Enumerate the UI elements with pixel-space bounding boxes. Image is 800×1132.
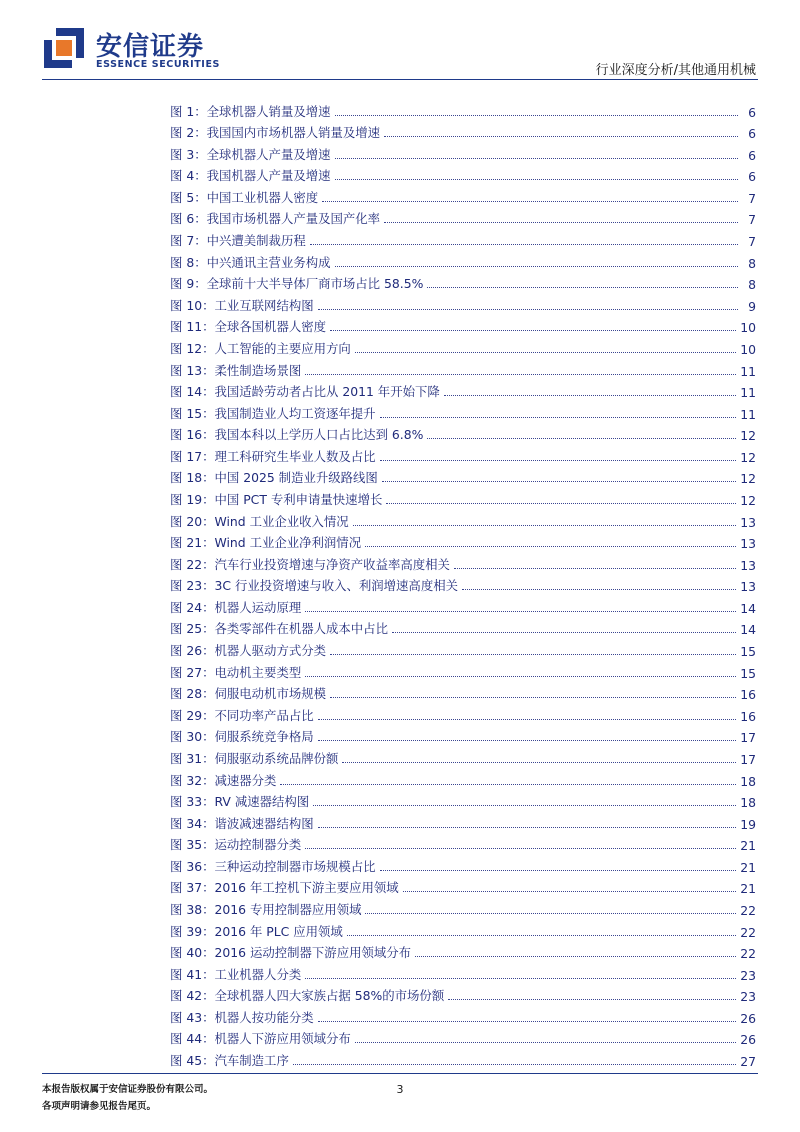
toc-leader-dots [384,136,738,137]
toc-entry-label: 图 43：机器人按功能分类 [170,1009,314,1025]
toc-leader-dots [392,632,736,633]
toc-entry-page: 6 [748,104,756,120]
toc-entry-label: 图 31：伺服驱动系统品牌份额 [170,750,339,766]
toc-entry-label: 图 14：我国适龄劳动者占比从 2011 年开始下降 [170,384,440,400]
toc-entry[interactable] [170,141,756,163]
toc-entry[interactable] [170,616,756,638]
toc-entry[interactable] [170,573,756,595]
toc-entry[interactable] [170,702,756,724]
toc-entry-page: 21 [740,859,756,875]
toc-entry-page: 27 [740,1054,756,1070]
toc-entry[interactable] [170,637,756,659]
logo-chinese-name: 安信证券 [96,32,205,62]
toc-entry-label: 图 4：我国机器人产量及增速 [170,168,331,184]
page-header [0,0,800,80]
toc-leader-dots [342,762,736,763]
toc-leader-dots [427,438,736,439]
toc-entry[interactable] [170,271,756,293]
toc-leader-dots [335,179,738,180]
toc-entry-label: 图 36：三种运动控制器市场规模占比 [170,858,376,874]
toc-entry-label: 图 29：不同功率产品占比 [170,707,314,723]
toc-leader-dots [330,330,736,331]
header-divider [42,79,758,80]
toc-entry-page: 6 [748,126,756,142]
toc-entry-label: 图 41：工业机器人分类 [170,966,302,982]
toc-entry[interactable] [170,98,756,120]
toc-entry-page: 6 [748,147,756,163]
toc-entry[interactable] [170,551,756,573]
toc-entry-page: 14 [740,622,756,638]
toc-leader-dots [330,654,736,655]
toc-entry-page: 13 [740,557,756,573]
toc-leader-dots [335,115,738,116]
toc-entry-label: 图 44：机器人下游应用领域分布 [170,1031,351,1047]
toc-entry[interactable] [170,961,756,983]
toc-entry-label: 图 28：伺服电动机市场规模 [170,686,327,702]
toc-entry-page: 12 [740,471,756,487]
toc-entry-label: 图 16：我国本科以上学历人口占比达到 6.8% [170,427,424,443]
toc-entry-label: 图 1：全球机器人销量及增速 [170,103,331,119]
toc-entry-page: 12 [740,449,756,465]
toc-entry-label: 图 12：人工智能的主要应用方向 [170,340,351,356]
toc-entry-page: 18 [740,773,756,789]
toc-leader-dots [365,913,736,914]
toc-leader-dots [415,956,736,957]
toc-entry-page: 16 [740,708,756,724]
toc-entry[interactable] [170,120,756,142]
logo-english-name: ESSENCE SECURITIES [96,59,220,70]
toc-entry[interactable] [170,681,756,703]
toc-entry-page: 9 [748,298,756,314]
footer-copyright: 本报告版权属于安信证券股份有限公司。 [42,1084,214,1095]
toc-entry-page: 13 [740,514,756,530]
toc-leader-dots [384,222,738,223]
toc-entry-page: 12 [740,492,756,508]
toc-entry-label: 图 9：全球前十大半导体厂商市场占比 58.5% [170,276,424,292]
toc-entry-label: 图 10：工业互联网结构图 [170,297,314,313]
toc-entry[interactable] [170,1004,756,1026]
toc-entry-page: 22 [740,924,756,940]
toc-entry-label: 图 17：理工科研究生毕业人数及占比 [170,448,376,464]
toc-entry-page: 11 [740,406,756,422]
toc-leader-dots [318,309,738,310]
toc-entry-label: 图 45：汽车制造工序 [170,1053,289,1069]
toc-entry[interactable] [170,724,756,746]
toc-entry[interactable] [170,530,756,552]
toc-entry[interactable] [170,249,756,271]
toc-entry-label: 图 23：3C 行业投资增速与收入、利润增速高度相关 [170,578,458,594]
toc-entry[interactable] [170,594,756,616]
toc-entry[interactable] [170,940,756,962]
toc-entry-label: 图 33：RV 减速器结构图 [170,794,310,810]
toc-entry[interactable] [170,422,756,444]
toc-leader-dots [305,611,736,612]
toc-leader-dots [448,999,736,1000]
toc-leader-dots [305,848,736,849]
toc-leader-dots [293,1064,736,1065]
toc-leader-dots [403,891,737,892]
toc-entry-page: 10 [740,341,756,357]
toc-entry-label: 图 34：谐波减速器结构图 [170,815,314,831]
toc-leader-dots [313,805,736,806]
toc-entry-label: 图 15：我国制造业人均工资逐年提升 [170,405,376,421]
toc-leader-dots [335,266,738,267]
toc-entry-page: 23 [740,967,756,983]
toc-entry-label: 图 30：伺服系统竞争格局 [170,729,314,745]
toc-entry-page: 13 [740,536,756,552]
toc-entry[interactable] [170,357,756,379]
toc-entry-label: 图 6：我国市场机器人产量及国产化率 [170,211,381,227]
toc-entry[interactable] [170,810,756,832]
toc-leader-dots [318,1021,737,1022]
toc-entry-page: 7 [748,212,756,228]
toc-entry[interactable] [170,486,756,508]
toc-entry-label: 图 35：运动控制器分类 [170,837,302,853]
toc-entry-page: 17 [740,730,756,746]
toc-entry[interactable] [170,443,756,465]
toc-leader-dots [365,546,736,547]
toc-entry[interactable] [170,918,756,940]
toc-entry-page: 11 [740,363,756,379]
toc-entry-label: 图 37：2016 年工控机下游主要应用领域 [170,880,399,896]
toc-entry-label: 图 5：中国工业机器人密度 [170,189,319,205]
toc-entry-page: 19 [740,816,756,832]
toc-entry-page: 10 [740,320,756,336]
toc-entry[interactable] [170,227,756,249]
toc-entry-label: 图 18：中国 2025 制造业升级路线图 [170,470,378,486]
toc-entry[interactable] [170,379,756,401]
report-category: 行业深度分析/其他通用机械 [595,63,756,78]
toc-entry[interactable] [170,465,756,487]
toc-entry-label: 图 11：全球各国机器人密度 [170,319,327,335]
toc-leader-dots [427,287,738,288]
toc-leader-dots [305,676,736,677]
toc-entry-page: 22 [740,902,756,918]
toc-leader-dots [454,568,736,569]
toc-entry-page: 7 [748,190,756,206]
toc-entry-label: 图 7：中兴遭美制裁历程 [170,233,306,249]
toc-entry-page: 23 [740,989,756,1005]
toc-leader-dots [322,201,738,202]
essence-logo-icon [42,26,86,70]
toc-entry[interactable] [170,767,756,789]
toc-leader-dots [355,352,736,353]
toc-leader-dots [280,784,736,785]
footer-notice: 各项声明请参见报告尾页。 [42,1101,157,1112]
toc-entry-page: 22 [740,946,756,962]
toc-entry-page: 17 [740,751,756,767]
page-number: 3 [396,1083,404,1096]
toc-entry[interactable] [170,832,756,854]
toc-leader-dots [380,460,737,461]
toc-entry[interactable] [170,206,756,228]
toc-entry-page: 21 [740,838,756,854]
toc-entry[interactable] [170,184,756,206]
toc-entry-page: 8 [748,277,756,293]
toc-entry[interactable] [170,789,756,811]
toc-entry-label: 图 8：中兴通讯主营业务构成 [170,254,331,270]
toc-leader-dots [444,395,736,396]
toc-entry-page: 13 [740,579,756,595]
footer-divider [42,1073,758,1074]
toc-leader-dots [318,827,737,828]
toc-entry-page: 16 [740,687,756,703]
toc-leader-dots [353,525,737,526]
toc-leader-dots [330,697,736,698]
toc-leader-dots [386,503,736,504]
toc-entry-page: 18 [740,795,756,811]
toc-entry-page: 26 [740,1032,756,1048]
toc-entry[interactable] [170,896,756,918]
toc-entry-label: 图 22：汽车行业投资增速与净资产收益率高度相关 [170,556,450,572]
toc-entry-page: 7 [748,234,756,250]
toc-entry-page: 14 [740,600,756,616]
toc-entry-label: 图 21：Wind 工业企业净利润情况 [170,535,362,551]
toc-entry-label: 图 39：2016 年 PLC 应用领域 [170,923,343,939]
toc-entry-label: 图 42：全球机器人四大家族占据 58%的市场份额 [170,988,445,1004]
toc-entry-label: 图 19：中国 PCT 专利申请量快速增长 [170,491,383,507]
figure-table-of-contents [170,98,756,1069]
toc-entry-label: 图 3：全球机器人产量及增速 [170,146,331,162]
toc-entry-label: 图 27：电动机主要类型 [170,664,302,680]
toc-entry-label: 图 2：我国国内市场机器人销量及增速 [170,125,381,141]
toc-entry[interactable] [170,335,756,357]
toc-leader-dots [318,740,737,741]
toc-entry-page: 12 [740,428,756,444]
toc-entry-label: 图 38：2016 专用控制器应用领域 [170,901,362,917]
toc-entry-label: 图 26：机器人驱动方式分类 [170,643,327,659]
toc-entry-page: 6 [748,169,756,185]
toc-leader-dots [380,417,737,418]
toc-leader-dots [347,935,736,936]
toc-entry[interactable] [170,314,756,336]
toc-entry[interactable] [170,292,756,314]
toc-leader-dots [310,244,738,245]
toc-entry-page: 15 [740,644,756,660]
toc-entry-label: 图 13：柔性制造场景图 [170,362,302,378]
toc-entry-page: 21 [740,881,756,897]
toc-leader-dots [382,481,736,482]
toc-entry[interactable] [170,983,756,1005]
toc-entry-label: 图 24：机器人运动原理 [170,599,302,615]
toc-leader-dots [318,719,737,720]
toc-entry-page: 11 [740,385,756,401]
toc-entry[interactable] [170,508,756,530]
toc-leader-dots [335,158,738,159]
toc-leader-dots [305,374,736,375]
toc-entry-page: 15 [740,665,756,681]
toc-entry[interactable] [170,1047,756,1069]
toc-leader-dots [355,1042,736,1043]
toc-leader-dots [305,978,736,979]
toc-entry[interactable] [170,400,756,422]
toc-leader-dots [462,589,736,590]
toc-entry-label: 图 40：2016 运动控制器下游应用领域分布 [170,945,412,961]
toc-entry[interactable] [170,853,756,875]
toc-entry[interactable] [170,875,756,897]
toc-entry-page: 26 [740,1010,756,1026]
toc-entry-label: 图 25：各类零部件在机器人成本中占比 [170,621,388,637]
toc-entry-label: 图 32：减速器分类 [170,772,277,788]
toc-leader-dots [380,870,737,871]
toc-entry[interactable] [170,1026,756,1048]
toc-entry-label: 图 20：Wind 工业企业收入情况 [170,513,349,529]
toc-entry[interactable] [170,745,756,767]
toc-entry[interactable] [170,659,756,681]
toc-entry[interactable] [170,163,756,185]
toc-entry-page: 8 [748,255,756,271]
